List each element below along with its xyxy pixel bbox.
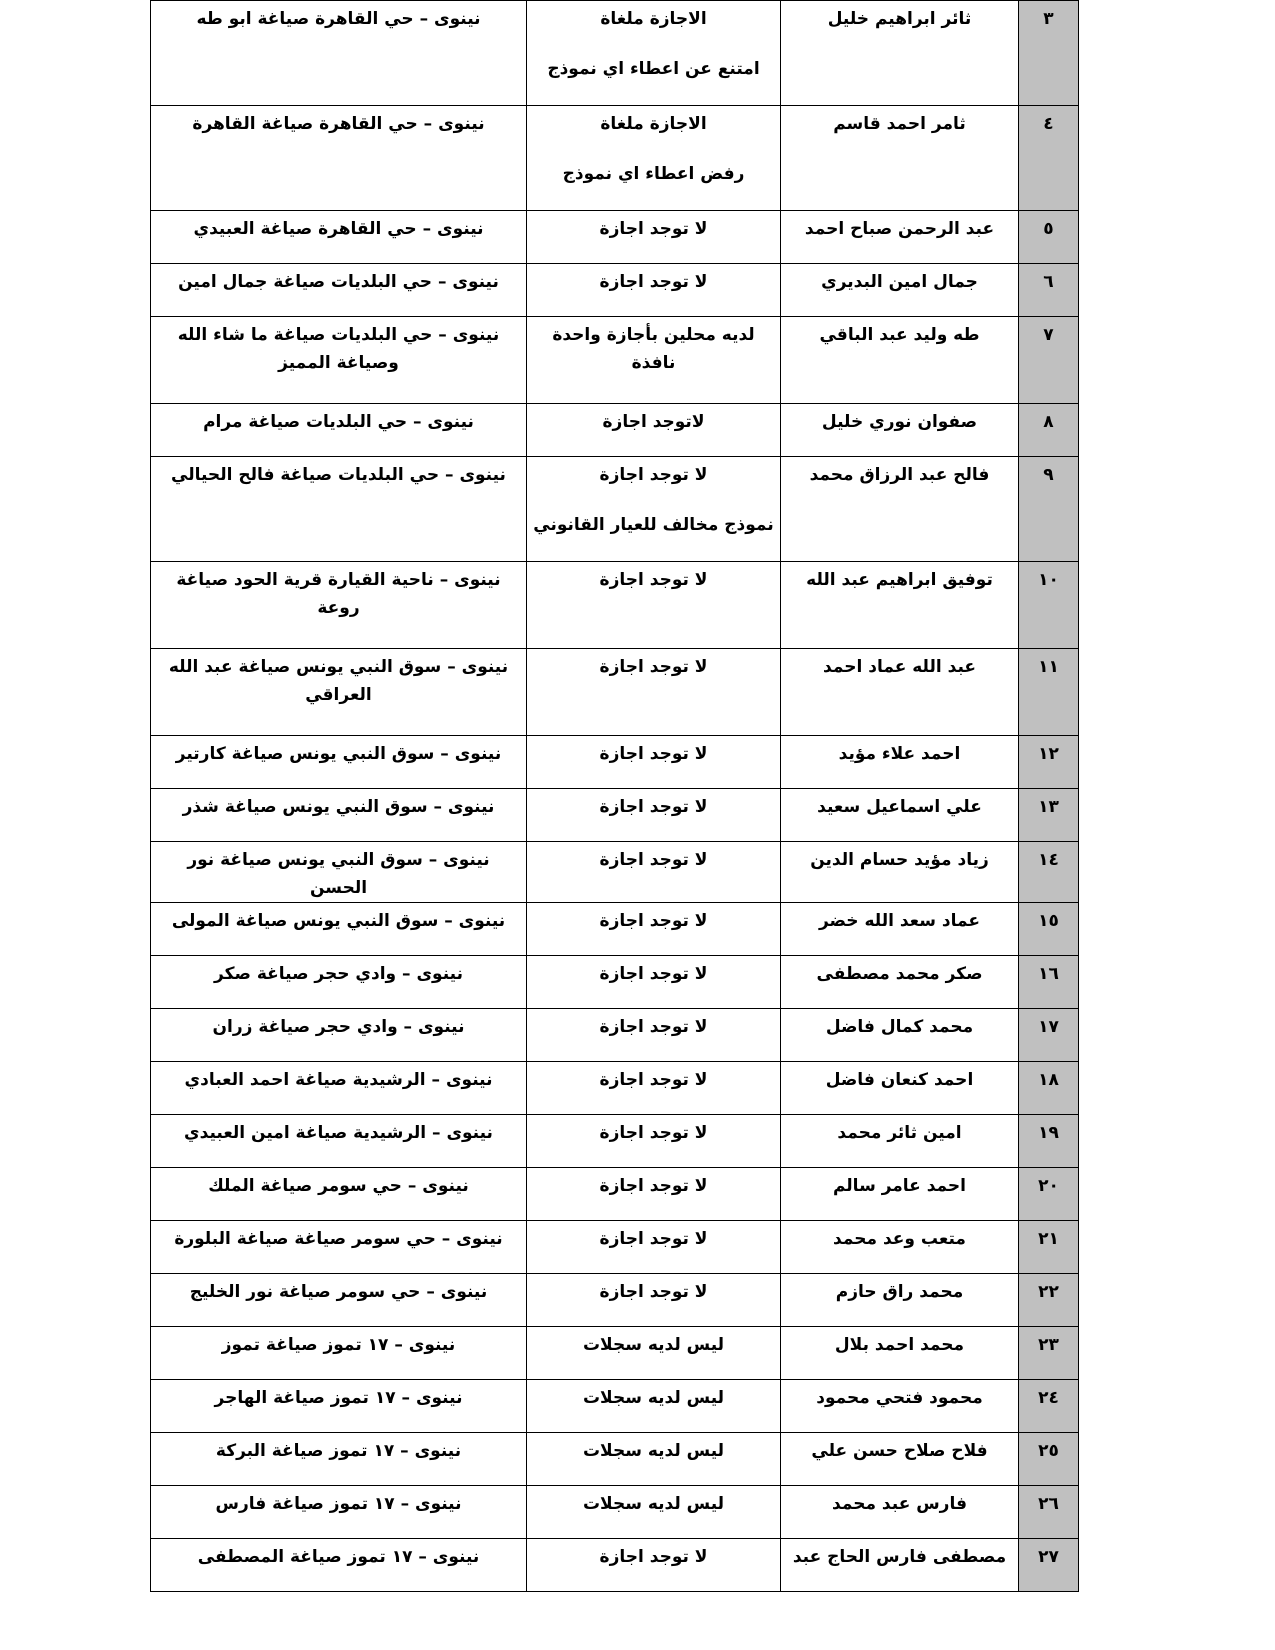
table-row (151, 562, 1079, 649)
shop-address: نينوى – وادي حجر صياغة زران (151, 1009, 527, 1062)
person-name: امين ثائر محمد (781, 1115, 1019, 1168)
license-status: لا توجد اجازة (527, 1062, 781, 1115)
table-row (151, 1, 1079, 106)
table-row (151, 1486, 1079, 1539)
person-name: احمد علاء مؤيد (781, 736, 1019, 789)
shop-address: نينوى – حي البلديات صياغة فالح الحيالي (151, 457, 527, 562)
table-row (151, 1274, 1079, 1327)
row-number: ٤ (1019, 106, 1079, 211)
license-status: ليس لديه سجلات (527, 1433, 781, 1486)
shop-address: نينوى – سوق النبي يونس صياغة كارتير (151, 736, 527, 789)
license-status: ليس لديه سجلات (527, 1327, 781, 1380)
license-status: لا توجد اجازة (527, 842, 781, 903)
table-row (151, 1539, 1079, 1592)
license-status: لا توجد اجازة (527, 1168, 781, 1221)
row-number: ٢٥ (1019, 1433, 1079, 1486)
shop-address: نينوى – حي سومر صياغة نور الخليج (151, 1274, 527, 1327)
person-name: طه وليد عبد الباقي (781, 317, 1019, 404)
table-row (151, 1168, 1079, 1221)
shop-address: نينوى – حي سومر صياغة الملك (151, 1168, 527, 1221)
person-name: جمال امين البديري (781, 264, 1019, 317)
license-status: لا توجد اجازة (527, 1221, 781, 1274)
shop-address: نينوى – الرشيدية صياغة امين العبيدي (151, 1115, 527, 1168)
table-row (151, 1115, 1079, 1168)
row-number: ٢٤ (1019, 1380, 1079, 1433)
row-number: ٧ (1019, 317, 1079, 404)
shop-address: نينوى – ١٧ تموز صياغة تموز (151, 1327, 527, 1380)
license-text: الاجازة ملغاة (600, 9, 707, 29)
person-name: عماد سعد الله خضر (781, 903, 1019, 956)
row-number: ٢١ (1019, 1221, 1079, 1274)
shop-address: نينوى – حي القاهرة صياغة ابو طه (151, 1, 527, 106)
person-name: متعب وعد محمد (781, 1221, 1019, 1274)
shop-address: نينوى – سوق النبي يونس صياغة المولى (151, 903, 527, 956)
license-text: الاجازة ملغاة (600, 114, 707, 134)
row-number: ١٥ (1019, 903, 1079, 956)
license-status: لا توجد اجازة (527, 736, 781, 789)
row-number: ٩ (1019, 457, 1079, 562)
row-number: ١٣ (1019, 789, 1079, 842)
license-status: لا توجد اجازة (527, 1115, 781, 1168)
license-note: نموذج مخالف للعيار القانوني (533, 515, 774, 535)
table-row (151, 789, 1079, 842)
license-status (527, 457, 781, 562)
license-status: لا توجد اجازة (527, 1539, 781, 1592)
person-name: فلاح صلاح حسن علي (781, 1433, 1019, 1486)
table-row (151, 649, 1079, 736)
table-row (151, 1327, 1079, 1380)
row-number: ٢٧ (1019, 1539, 1079, 1592)
row-number: ١١ (1019, 649, 1079, 736)
table-row (151, 1221, 1079, 1274)
table-row (151, 1009, 1079, 1062)
table-row (151, 106, 1079, 211)
person-name: توفيق ابراهيم عبد الله (781, 562, 1019, 649)
person-name: محمود فتحي محمود (781, 1380, 1019, 1433)
license-status: ليس لديه سجلات (527, 1380, 781, 1433)
license-status: لا توجد اجازة (527, 903, 781, 956)
shop-address: نينوى – سوق النبي يونس صياغة نور الحسن (151, 842, 527, 903)
table-row (151, 264, 1079, 317)
shop-address: نينوى – ١٧ تموز صياغة فارس (151, 1486, 527, 1539)
row-number: ٢٠ (1019, 1168, 1079, 1221)
table-row (151, 903, 1079, 956)
license-status: لا توجد اجازة (527, 264, 781, 317)
license-status: لا توجد اجازة (527, 956, 781, 1009)
row-number: ١٠ (1019, 562, 1079, 649)
license-note: امتنع عن اعطاء اي نموذج (547, 59, 760, 79)
shop-address: نينوى – وادي حجر صياغة صكر (151, 956, 527, 1009)
table-row (151, 211, 1079, 264)
license-status (527, 106, 781, 211)
table-row (151, 1433, 1079, 1486)
shop-address: نينوى – الرشيدية صياغة احمد العبادي (151, 1062, 527, 1115)
person-name: ثائر ابراهيم خليل (781, 1, 1019, 106)
goldsmith-records-table (150, 0, 1079, 1592)
license-status: لا توجد اجازة (527, 649, 781, 736)
shop-address: نينوى – سوق النبي يونس صياغة شذر (151, 789, 527, 842)
license-status: لاتوجد اجازة (527, 404, 781, 457)
shop-address: نينوى – حي القاهرة صياغة القاهرة (151, 106, 527, 211)
shop-address: نينوى – حي البلديات صياغة ما شاء الله وصياغة المميز (151, 317, 527, 404)
shop-address: نينوى – ١٧ تموز صياغة الهاجر (151, 1380, 527, 1433)
person-name: علي اسماعيل سعيد (781, 789, 1019, 842)
table-row (151, 1062, 1079, 1115)
row-number: ١٢ (1019, 736, 1079, 789)
row-number: ١٨ (1019, 1062, 1079, 1115)
person-name: احمد كنعان فاضل (781, 1062, 1019, 1115)
row-number: ٥ (1019, 211, 1079, 264)
table-row (151, 457, 1079, 562)
person-name: محمد احمد بلال (781, 1327, 1019, 1380)
row-number: ٢٦ (1019, 1486, 1079, 1539)
table-row (151, 404, 1079, 457)
shop-address: نينوى – ناحية القيارة قرية الحود صياغة روعة (151, 562, 527, 649)
license-status: لا توجد اجازة (527, 211, 781, 264)
person-name: صفوان نوري خليل (781, 404, 1019, 457)
shop-address: نينوى – حي البلديات صياغة مرام (151, 404, 527, 457)
license-status: لا توجد اجازة (527, 562, 781, 649)
shop-address: نينوى – ١٧ تموز صياغة المصطفى (151, 1539, 527, 1592)
person-name: احمد عامر سالم (781, 1168, 1019, 1221)
shop-address: نينوى – حي البلديات صياغة جمال امين (151, 264, 527, 317)
shop-address: نينوى – حي سومر صياغة صياغة البلورة (151, 1221, 527, 1274)
row-number: ١٩ (1019, 1115, 1079, 1168)
license-status: لديه محلين بأجازة واحدة نافذة (527, 317, 781, 404)
person-name: عبد الرحمن صباح احمد (781, 211, 1019, 264)
row-number: ٦ (1019, 264, 1079, 317)
person-name: عبد الله عماد احمد (781, 649, 1019, 736)
person-name: فالح عبد الرزاق محمد (781, 457, 1019, 562)
person-name: محمد راق حازم (781, 1274, 1019, 1327)
license-status: ليس لديه سجلات (527, 1486, 781, 1539)
license-status: لا توجد اجازة (527, 789, 781, 842)
table-row (151, 842, 1079, 903)
table-row (151, 736, 1079, 789)
license-status (527, 1, 781, 106)
row-number: ٢٢ (1019, 1274, 1079, 1327)
table-row (151, 956, 1079, 1009)
license-note: رفض اعطاء اي نموذج (562, 164, 745, 184)
table-row (151, 317, 1079, 404)
license-status: لا توجد اجازة (527, 1009, 781, 1062)
license-status: لا توجد اجازة (527, 1274, 781, 1327)
person-name: محمد كمال فاضل (781, 1009, 1019, 1062)
row-number: ٨ (1019, 404, 1079, 457)
person-name: صكر محمد مصطفى (781, 956, 1019, 1009)
person-name: فارس عبد محمد (781, 1486, 1019, 1539)
row-number: ١٤ (1019, 842, 1079, 903)
row-number: ٣ (1019, 1, 1079, 106)
shop-address: نينوى – حي القاهرة صياغة العبيدي (151, 211, 527, 264)
shop-address: نينوى – ١٧ تموز صياغة البركة (151, 1433, 527, 1486)
person-name: مصطفى فارس الحاج عبد (781, 1539, 1019, 1592)
person-name: ثامر احمد قاسم (781, 106, 1019, 211)
license-text: لا توجد اجازة (599, 465, 708, 485)
table-row (151, 1380, 1079, 1433)
row-number: ٢٣ (1019, 1327, 1079, 1380)
shop-address: نينوى – سوق النبي يونس صياغة عبد الله العراقي (151, 649, 527, 736)
row-number: ١٧ (1019, 1009, 1079, 1062)
person-name: زياد مؤيد حسام الدين (781, 842, 1019, 903)
row-number: ١٦ (1019, 956, 1079, 1009)
